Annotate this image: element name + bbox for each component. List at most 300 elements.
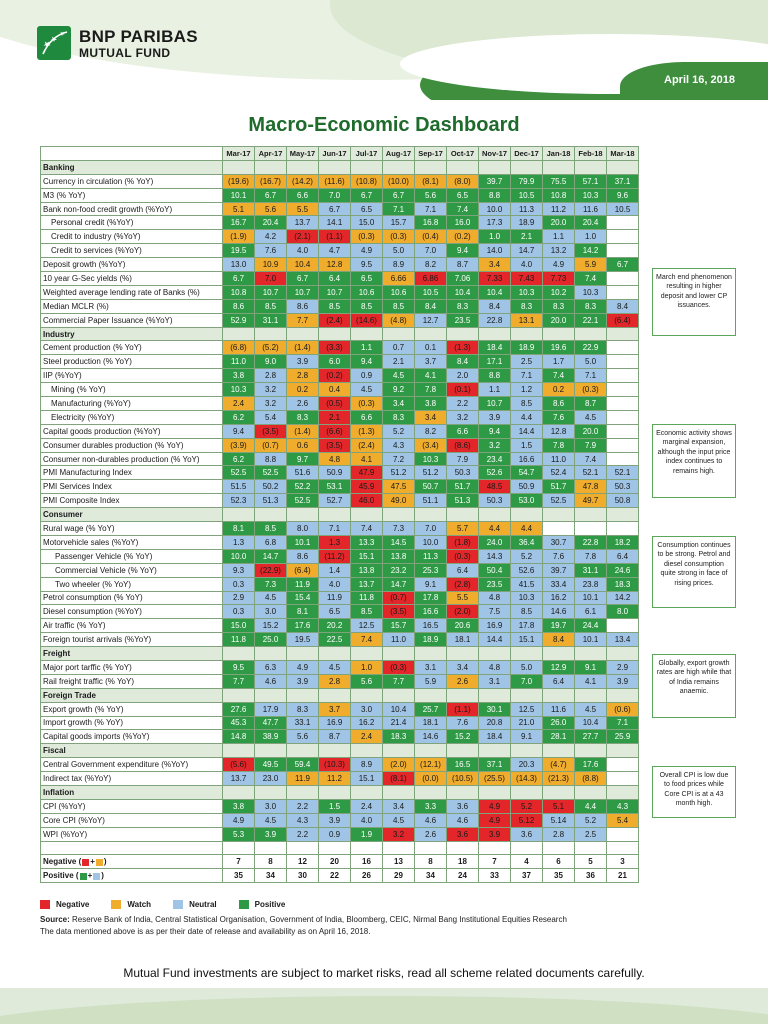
- section-fill: [479, 744, 511, 758]
- value-cell: 4.3: [607, 799, 639, 813]
- section-fill: [351, 785, 383, 799]
- indicator-label: Import growth (% YoY): [41, 716, 223, 730]
- value-cell: 5.9: [575, 258, 607, 272]
- section-fill: [575, 327, 607, 341]
- value-cell: 4.9: [287, 660, 319, 674]
- value-cell: 1.0: [479, 230, 511, 244]
- value-cell: 16.9: [319, 716, 351, 730]
- value-cell: 5.2: [383, 424, 415, 438]
- indicator-label: Indirect tax (%YoY): [41, 772, 223, 786]
- value-cell: 8.0: [607, 605, 639, 619]
- commentary-note: Consumption continues to be strong. Petrol and diesel consumption quite strong in face of rising prices.: [652, 536, 736, 608]
- legend-item: [173, 900, 217, 909]
- value-cell: 6.2: [223, 452, 255, 466]
- month-header: Feb-18: [575, 147, 607, 161]
- value-cell: 4.0: [319, 577, 351, 591]
- section-fill: [223, 160, 255, 174]
- value-cell: 20.4: [575, 216, 607, 230]
- value-cell: (3.3): [319, 341, 351, 355]
- summary-count: 37: [511, 869, 543, 883]
- value-cell: 4.0: [287, 244, 319, 258]
- value-cell: 52.1: [575, 466, 607, 480]
- value-cell: (5.6): [223, 758, 255, 772]
- section-fill: [287, 785, 319, 799]
- section-fill: [287, 688, 319, 702]
- table-row: [41, 591, 639, 605]
- value-cell: 2.8: [543, 827, 575, 841]
- value-cell: 31.1: [255, 313, 287, 327]
- value-cell: 8.7: [447, 258, 479, 272]
- value-cell: 10.0: [223, 549, 255, 563]
- value-cell: 45.9: [351, 480, 383, 494]
- value-cell: 6.6: [351, 410, 383, 424]
- value-cell: 31.1: [575, 563, 607, 577]
- value-cell: 3.4: [415, 410, 447, 424]
- value-cell: 25.9: [607, 730, 639, 744]
- value-cell: 41.5: [511, 577, 543, 591]
- section-fill: [415, 508, 447, 522]
- spacer-cell: [415, 841, 447, 855]
- table-row: [41, 716, 639, 730]
- value-cell: 47.8: [575, 480, 607, 494]
- indicator-label: WPI (%YoY): [41, 827, 223, 841]
- value-cell: (0.1): [447, 383, 479, 397]
- section-label: Fiscal: [41, 744, 223, 758]
- value-cell: 7.3: [383, 522, 415, 536]
- value-cell: 5.9: [415, 674, 447, 688]
- value-cell: 3.0: [255, 605, 287, 619]
- value-cell: 4.1: [415, 369, 447, 383]
- value-cell: 9.5: [223, 660, 255, 674]
- value-cell: 4.5: [575, 702, 607, 716]
- value-cell: 11.8: [223, 633, 255, 647]
- value-cell: 17.6: [575, 758, 607, 772]
- table-row: [41, 494, 639, 508]
- value-cell: 4.3: [287, 813, 319, 827]
- value-cell: 3.7: [319, 702, 351, 716]
- value-cell: [607, 772, 639, 786]
- value-cell: 5.5: [447, 591, 479, 605]
- value-cell: 4.9: [479, 799, 511, 813]
- value-cell: 19.7: [543, 619, 575, 633]
- value-cell: 4.4: [575, 799, 607, 813]
- table-row: [41, 285, 639, 299]
- value-cell: (6.4): [607, 313, 639, 327]
- value-cell: 5.6: [287, 730, 319, 744]
- value-cell: 22.5: [319, 633, 351, 647]
- section-fill: [479, 327, 511, 341]
- value-cell: 7.2: [383, 452, 415, 466]
- value-cell: 52.5: [255, 466, 287, 480]
- value-cell: 4.0: [351, 813, 383, 827]
- value-cell: 8.4: [447, 355, 479, 369]
- value-cell: 51.1: [415, 494, 447, 508]
- indicator-label: Median MCLR (%): [41, 299, 223, 313]
- value-cell: (21.3): [543, 772, 575, 786]
- table-row: [41, 174, 639, 188]
- summary-count: 34: [255, 869, 287, 883]
- value-cell: 14.2: [575, 244, 607, 258]
- value-cell: 3.9: [479, 827, 511, 841]
- value-cell: 26.0: [543, 716, 575, 730]
- value-cell: 23.4: [479, 452, 511, 466]
- value-cell: 3.2: [383, 827, 415, 841]
- indicator-label: Capital goods production (%YoY): [41, 424, 223, 438]
- value-cell: 4.6: [415, 813, 447, 827]
- value-cell: 25.7: [415, 702, 447, 716]
- month-header: Dec-17: [511, 147, 543, 161]
- value-cell: 14.1: [319, 216, 351, 230]
- value-cell: 57.1: [575, 174, 607, 188]
- value-cell: 20.4: [255, 216, 287, 230]
- value-cell: 16.5: [447, 758, 479, 772]
- value-cell: 27.7: [575, 730, 607, 744]
- value-cell: 8.7: [575, 397, 607, 411]
- value-cell: (6.6): [319, 424, 351, 438]
- value-cell: (0.3): [383, 660, 415, 674]
- value-cell: 17.1: [479, 355, 511, 369]
- value-cell: 14.4: [479, 633, 511, 647]
- value-cell: 1.7: [543, 355, 575, 369]
- value-cell: 8.8: [479, 188, 511, 202]
- value-cell: 7.5: [479, 605, 511, 619]
- value-cell: (0.7): [383, 591, 415, 605]
- value-cell: 14.7: [383, 577, 415, 591]
- section-fill: [607, 744, 639, 758]
- section-fill: [255, 647, 287, 661]
- legend-label: Positive: [254, 900, 286, 909]
- section-fill: [575, 160, 607, 174]
- value-cell: 13.3: [351, 535, 383, 549]
- value-cell: 6.4: [319, 272, 351, 286]
- value-cell: 11.0: [543, 452, 575, 466]
- value-cell: (3.9): [223, 438, 255, 452]
- value-cell: 7.8: [415, 383, 447, 397]
- value-cell: 50.3: [447, 466, 479, 480]
- value-cell: 13.4: [607, 633, 639, 647]
- table-row: [41, 410, 639, 424]
- value-cell: 18.2: [607, 535, 639, 549]
- value-cell: 50.2: [255, 480, 287, 494]
- value-cell: 20.8: [479, 716, 511, 730]
- value-cell: (2.4): [351, 438, 383, 452]
- section-fill: [351, 508, 383, 522]
- value-cell: 5.2: [511, 799, 543, 813]
- value-cell: (10.5): [447, 772, 479, 786]
- table-row: [41, 813, 639, 827]
- value-cell: (14.2): [287, 174, 319, 188]
- value-cell: 0.2: [287, 383, 319, 397]
- value-cell: 51.3: [447, 494, 479, 508]
- table-row: [41, 397, 639, 411]
- value-cell: 6.4: [543, 674, 575, 688]
- spacer-cell: [287, 841, 319, 855]
- summary-count: 12: [287, 855, 319, 869]
- value-cell: (1.4): [287, 424, 319, 438]
- value-cell: 0.3: [223, 605, 255, 619]
- indicator-label: PMI Composite Index: [41, 494, 223, 508]
- value-cell: 4.2: [255, 230, 287, 244]
- value-cell: 7.6: [543, 410, 575, 424]
- value-cell: 12.8: [319, 258, 351, 272]
- value-cell: 3.0: [255, 799, 287, 813]
- summary-count: 6: [543, 855, 575, 869]
- value-cell: 10.1: [287, 535, 319, 549]
- value-cell: (2.4): [319, 313, 351, 327]
- value-cell: 1.0: [575, 230, 607, 244]
- value-cell: 5.5: [287, 202, 319, 216]
- value-cell: 9.7: [287, 452, 319, 466]
- spacer-cell: [41, 841, 223, 855]
- section-fill: [447, 688, 479, 702]
- value-cell: 1.9: [351, 827, 383, 841]
- table-row: [41, 188, 639, 202]
- dashboard-table-wrap: [40, 146, 638, 883]
- value-cell: 7.7: [383, 674, 415, 688]
- value-cell: 50.9: [511, 480, 543, 494]
- value-cell: 7.1: [383, 202, 415, 216]
- value-cell: 7.4: [575, 452, 607, 466]
- value-cell: 15.4: [287, 591, 319, 605]
- value-cell: 13.0: [223, 258, 255, 272]
- brand-subtitle: MUTUAL FUND: [79, 45, 171, 60]
- summary-count: 33: [479, 869, 511, 883]
- section-fill: [447, 508, 479, 522]
- value-cell: 19.5: [223, 244, 255, 258]
- brand-name: BNP PARIBAS: [79, 26, 198, 46]
- value-cell: 54.7: [511, 466, 543, 480]
- value-cell: 13.7: [351, 577, 383, 591]
- value-cell: 2.4: [351, 730, 383, 744]
- value-cell: 18.4: [479, 341, 511, 355]
- indicator-label: Passenger Vehicle (% YoY): [41, 549, 223, 563]
- section-fill: [511, 508, 543, 522]
- value-cell: 2.6: [415, 827, 447, 841]
- section-row: [41, 688, 639, 702]
- value-cell: 12.8: [543, 424, 575, 438]
- table-row: [41, 522, 639, 536]
- value-cell: 5.4: [607, 813, 639, 827]
- table-row: [41, 730, 639, 744]
- month-header: Jun-17: [319, 147, 351, 161]
- value-cell: 3.6: [447, 799, 479, 813]
- value-cell: 1.3: [319, 535, 351, 549]
- value-cell: 11.2: [543, 202, 575, 216]
- value-cell: 8.5: [383, 299, 415, 313]
- value-cell: 1.1: [479, 383, 511, 397]
- value-cell: [543, 522, 575, 536]
- summary-count: 24: [447, 869, 479, 883]
- value-cell: 10.4: [447, 285, 479, 299]
- month-header: May-17: [287, 147, 319, 161]
- spacer-cell: [351, 841, 383, 855]
- value-cell: 5.6: [415, 188, 447, 202]
- value-cell: 13.1: [511, 313, 543, 327]
- value-cell: 50.3: [607, 480, 639, 494]
- spacer-cell: [479, 841, 511, 855]
- section-fill: [415, 327, 447, 341]
- section-fill: [351, 647, 383, 661]
- value-cell: 6.66: [383, 272, 415, 286]
- value-cell: 9.1: [511, 730, 543, 744]
- value-cell: 7.1: [511, 369, 543, 383]
- value-cell: 3.1: [415, 660, 447, 674]
- table-row: [41, 758, 639, 772]
- value-cell: 8.5: [511, 605, 543, 619]
- value-cell: 23.0: [255, 772, 287, 786]
- source-block: [40, 914, 680, 938]
- summary-count: 20: [319, 855, 351, 869]
- value-cell: 8.9: [383, 258, 415, 272]
- value-cell: 3.6: [511, 827, 543, 841]
- table-header-row: [41, 147, 639, 161]
- section-fill: [319, 688, 351, 702]
- section-fill: [383, 785, 415, 799]
- value-cell: 11.3: [511, 202, 543, 216]
- value-cell: (8.8): [575, 772, 607, 786]
- value-cell: 6.6: [447, 424, 479, 438]
- value-cell: [607, 619, 639, 633]
- value-cell: 5.0: [383, 244, 415, 258]
- value-cell: 9.5: [351, 258, 383, 272]
- table-row: [41, 619, 639, 633]
- value-cell: (1.9): [223, 230, 255, 244]
- section-fill: [607, 508, 639, 522]
- legend-item: [239, 900, 286, 909]
- indicator-label: Currency in circulation (% YoY): [41, 174, 223, 188]
- value-cell: 3.2: [479, 438, 511, 452]
- value-cell: 50.4: [479, 563, 511, 577]
- section-fill: [479, 688, 511, 702]
- value-cell: 16.7: [223, 216, 255, 230]
- value-cell: 5.4: [255, 410, 287, 424]
- section-fill: [223, 327, 255, 341]
- section-label: Consumer: [41, 508, 223, 522]
- summary-count: 22: [319, 869, 351, 883]
- value-cell: 16.8: [415, 216, 447, 230]
- value-cell: 3.2: [255, 383, 287, 397]
- section-fill: [351, 744, 383, 758]
- value-cell: 6.7: [223, 272, 255, 286]
- value-cell: (11.2): [319, 549, 351, 563]
- value-cell: 20.3: [511, 758, 543, 772]
- value-cell: 13.8: [351, 563, 383, 577]
- section-fill: [287, 327, 319, 341]
- value-cell: 13.7: [287, 216, 319, 230]
- value-cell: [607, 216, 639, 230]
- value-cell: (19.6): [223, 174, 255, 188]
- section-fill: [543, 647, 575, 661]
- section-fill: [223, 688, 255, 702]
- value-cell: 4.1: [575, 674, 607, 688]
- indicator-label: Manufacturing (%YoY): [41, 397, 223, 411]
- commentary-note: March end phenomenon resulting in higher deposit and lower CP issuances.: [652, 268, 736, 336]
- section-fill: [575, 647, 607, 661]
- color-legend: [40, 900, 307, 909]
- value-cell: 10.3: [575, 285, 607, 299]
- value-cell: 5.12: [511, 813, 543, 827]
- value-cell: 2.1: [319, 410, 351, 424]
- spacer-cell: [447, 841, 479, 855]
- value-cell: 2.8: [255, 369, 287, 383]
- value-cell: 3.9: [479, 410, 511, 424]
- value-cell: 2.8: [287, 369, 319, 383]
- value-cell: 7.1: [415, 202, 447, 216]
- value-cell: 4.9: [223, 813, 255, 827]
- value-cell: 7.1: [607, 716, 639, 730]
- section-fill: [287, 647, 319, 661]
- value-cell: (3.5): [319, 438, 351, 452]
- value-cell: 51.3: [255, 494, 287, 508]
- value-cell: 14.7: [255, 549, 287, 563]
- value-cell: 6.7: [607, 258, 639, 272]
- value-cell: [607, 452, 639, 466]
- month-header: Nov-17: [479, 147, 511, 161]
- value-cell: 11.3: [415, 549, 447, 563]
- section-fill: [255, 160, 287, 174]
- value-cell: 2.5: [575, 827, 607, 841]
- value-cell: 22.9: [575, 341, 607, 355]
- value-cell: (0.2): [447, 230, 479, 244]
- value-cell: 79.9: [511, 174, 543, 188]
- value-cell: 14.7: [511, 244, 543, 258]
- value-cell: (6.4): [287, 563, 319, 577]
- value-cell: 7.6: [447, 716, 479, 730]
- value-cell: 14.0: [479, 244, 511, 258]
- indicator-label: Personal credit (%YoY): [41, 216, 223, 230]
- table-row: [41, 563, 639, 577]
- value-cell: 52.5: [543, 494, 575, 508]
- value-cell: 11.6: [543, 702, 575, 716]
- table-row: [41, 535, 639, 549]
- value-cell: 18.9: [511, 216, 543, 230]
- value-cell: 13.8: [383, 549, 415, 563]
- value-cell: 1.4: [319, 563, 351, 577]
- value-cell: 59.4: [287, 758, 319, 772]
- section-row: [41, 508, 639, 522]
- value-cell: 16.6: [511, 452, 543, 466]
- value-cell: 10.1: [223, 188, 255, 202]
- value-cell: 6.7: [319, 202, 351, 216]
- value-cell: 52.9: [223, 313, 255, 327]
- value-cell: [607, 285, 639, 299]
- value-cell: 21.0: [511, 716, 543, 730]
- value-cell: 8.3: [511, 299, 543, 313]
- value-cell: 9.4: [351, 355, 383, 369]
- value-cell: 37.1: [479, 758, 511, 772]
- summary-label-text: Positive (: [43, 871, 79, 881]
- section-fill: [511, 744, 543, 758]
- value-cell: 15.7: [383, 216, 415, 230]
- section-fill: [351, 327, 383, 341]
- commentary-note: Globally, export growth rates are high while that of India remains anaemic.: [652, 654, 736, 718]
- table-row: [41, 341, 639, 355]
- value-cell: (1.8): [447, 535, 479, 549]
- table-row: [41, 577, 639, 591]
- value-cell: (4.8): [383, 313, 415, 327]
- value-cell: (11.6): [319, 174, 351, 188]
- value-cell: 46.0: [351, 494, 383, 508]
- value-cell: 52.1: [607, 466, 639, 480]
- legend-swatch: [111, 900, 121, 909]
- summary-count: 29: [383, 869, 415, 883]
- table-row: [41, 605, 639, 619]
- footer-background: [0, 988, 768, 1024]
- value-cell: 10.3: [511, 285, 543, 299]
- brand-logo: [37, 26, 198, 60]
- table-row: [41, 272, 639, 286]
- value-cell: [607, 827, 639, 841]
